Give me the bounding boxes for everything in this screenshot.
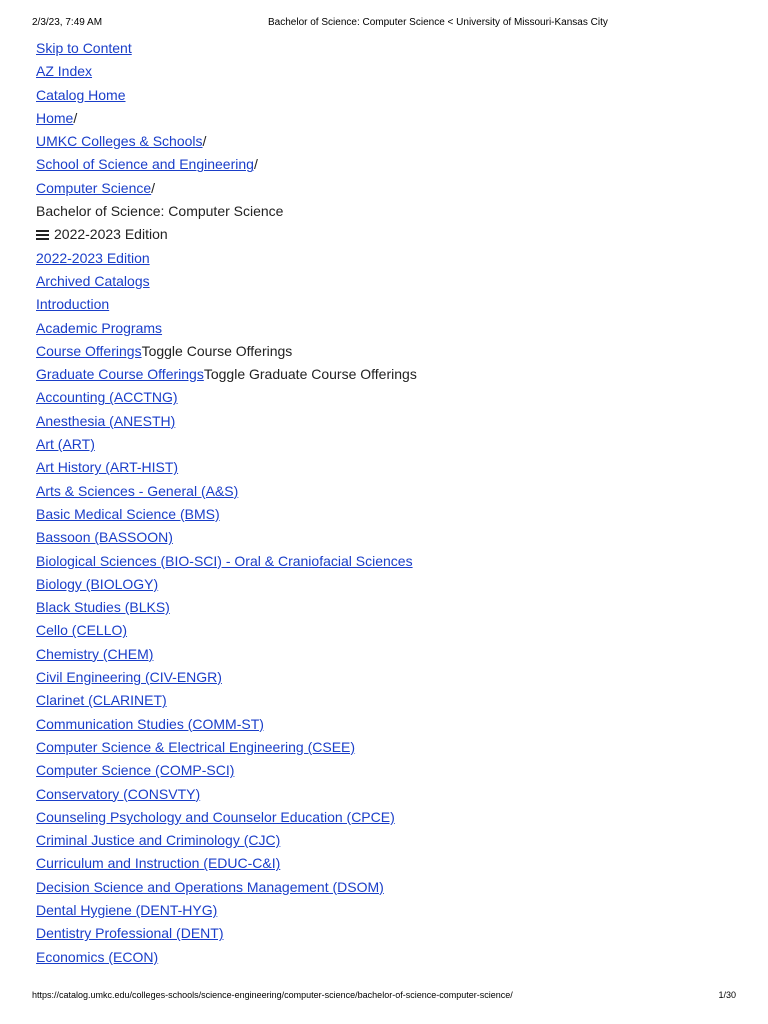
breadcrumb-current: Bachelor of Science: Computer Science — [36, 203, 284, 220]
az-index-link[interactable]: AZ Index — [36, 63, 93, 80]
breadcrumb-department-item — [36, 177, 748, 200]
current-edition-link[interactable]: 2022-2023 Edition — [36, 249, 150, 266]
course-link[interactable]: Clarinet (CLARINET) — [36, 692, 167, 709]
sidebar-item-course-offerings[interactable]: Course Offerings — [36, 342, 142, 359]
print-url: https://catalog.umkc.edu/colleges-schools/science-engineering/computer-science/bachelor-of-science-computer-science/ — [32, 990, 513, 1000]
catalog-home-link[interactable]: Catalog Home — [36, 86, 126, 103]
sidebar-item-introduction[interactable]: Introduction — [36, 296, 110, 313]
course-link[interactable]: Cello (CELLO) — [36, 622, 128, 639]
course-link[interactable]: Accounting (ACCTNG) — [36, 389, 178, 406]
course-link[interactable]: Dental Hygiene (DENT-HYG) — [36, 901, 218, 918]
hamburger-menu-icon[interactable] — [36, 230, 49, 240]
course-link[interactable]: Biological Sciences (BIO-SCI) - Oral & Craniofacial Sciences — [36, 552, 413, 569]
breadcrumb-separator: / — [202, 133, 207, 150]
print-page-title: Bachelor of Science: Computer Science < University of Missouri-Kansas City — [268, 17, 608, 28]
breadcrumb-home-link[interactable]: Home — [36, 109, 74, 126]
page-number: 1/30 — [718, 990, 736, 1000]
course-link[interactable]: Civil Engineering (CIV-ENGR) — [36, 669, 222, 686]
breadcrumb-separator: / — [73, 109, 78, 126]
breadcrumb-colleges-item — [36, 130, 748, 153]
course-link[interactable]: Art History (ART-HIST) — [36, 459, 179, 476]
course-link[interactable]: Dentistry Professional (DENT) — [36, 925, 224, 942]
course-offerings-toggle[interactable]: Toggle Course Offerings — [141, 342, 293, 359]
course-link[interactable]: Decision Science and Operations Management (DSOM) — [36, 878, 384, 895]
course-link[interactable]: Bassoon (BASSOON) — [36, 529, 173, 546]
course-link[interactable]: Chemistry (CHEM) — [36, 645, 154, 662]
breadcrumb-department-link[interactable]: Computer Science — [36, 179, 152, 196]
page-content — [36, 37, 748, 969]
edition-toggle[interactable] — [36, 223, 748, 246]
print-footer — [32, 990, 736, 1004]
breadcrumb-separator: / — [253, 156, 258, 173]
course-link[interactable]: Computer Science & Electrical Engineering (CSEE) — [36, 738, 356, 755]
course-link[interactable]: Art (ART) — [36, 436, 95, 453]
course-link[interactable]: Anesthesia (ANESTH) — [36, 412, 176, 429]
course-link[interactable]: Counseling Psychology and Counselor Education (CPCE) — [36, 808, 395, 825]
breadcrumb-home-item — [36, 107, 748, 130]
course-link[interactable]: Biology (BIOLOGY) — [36, 575, 159, 592]
course-link[interactable]: Computer Science (COMP-SCI) — [36, 762, 235, 779]
course-link[interactable]: Economics (ECON) — [36, 948, 159, 965]
breadcrumb-school-item — [36, 153, 748, 176]
course-link[interactable]: Criminal Justice and Criminology (CJC) — [36, 832, 281, 849]
breadcrumb-separator: / — [151, 179, 156, 196]
archived-catalogs-link[interactable]: Archived Catalogs — [36, 272, 150, 289]
print-date: 2/3/23, 7:49 AM — [32, 17, 103, 28]
graduate-course-offerings-toggle[interactable]: Toggle Graduate Course Offerings — [203, 366, 417, 383]
course-link[interactable]: Curriculum and Instruction (EDUC-C&I) — [36, 855, 281, 872]
sidebar-item-graduate-course-offerings[interactable]: Graduate Course Offerings — [36, 366, 204, 383]
course-link[interactable]: Basic Medical Science (BMS) — [36, 505, 220, 522]
sidebar-item-academic-programs[interactable]: Academic Programs — [36, 319, 163, 336]
course-link[interactable]: Arts & Sciences - General (A&S) — [36, 482, 239, 499]
skip-to-content-link[interactable]: Skip to Content — [36, 40, 132, 56]
course-link[interactable]: Conservatory (CONSVTY) — [36, 785, 201, 802]
course-link[interactable]: Communication Studies (COMM-ST) — [36, 715, 264, 732]
breadcrumb-colleges-link[interactable]: UMKC Colleges & Schools — [36, 133, 203, 150]
edition-toggle-label: 2022-2023 Edition — [54, 226, 168, 243]
print-header — [32, 17, 736, 31]
course-link[interactable]: Black Studies (BLKS) — [36, 599, 170, 616]
breadcrumb-school-link[interactable]: School of Science and Engineering — [36, 156, 254, 173]
